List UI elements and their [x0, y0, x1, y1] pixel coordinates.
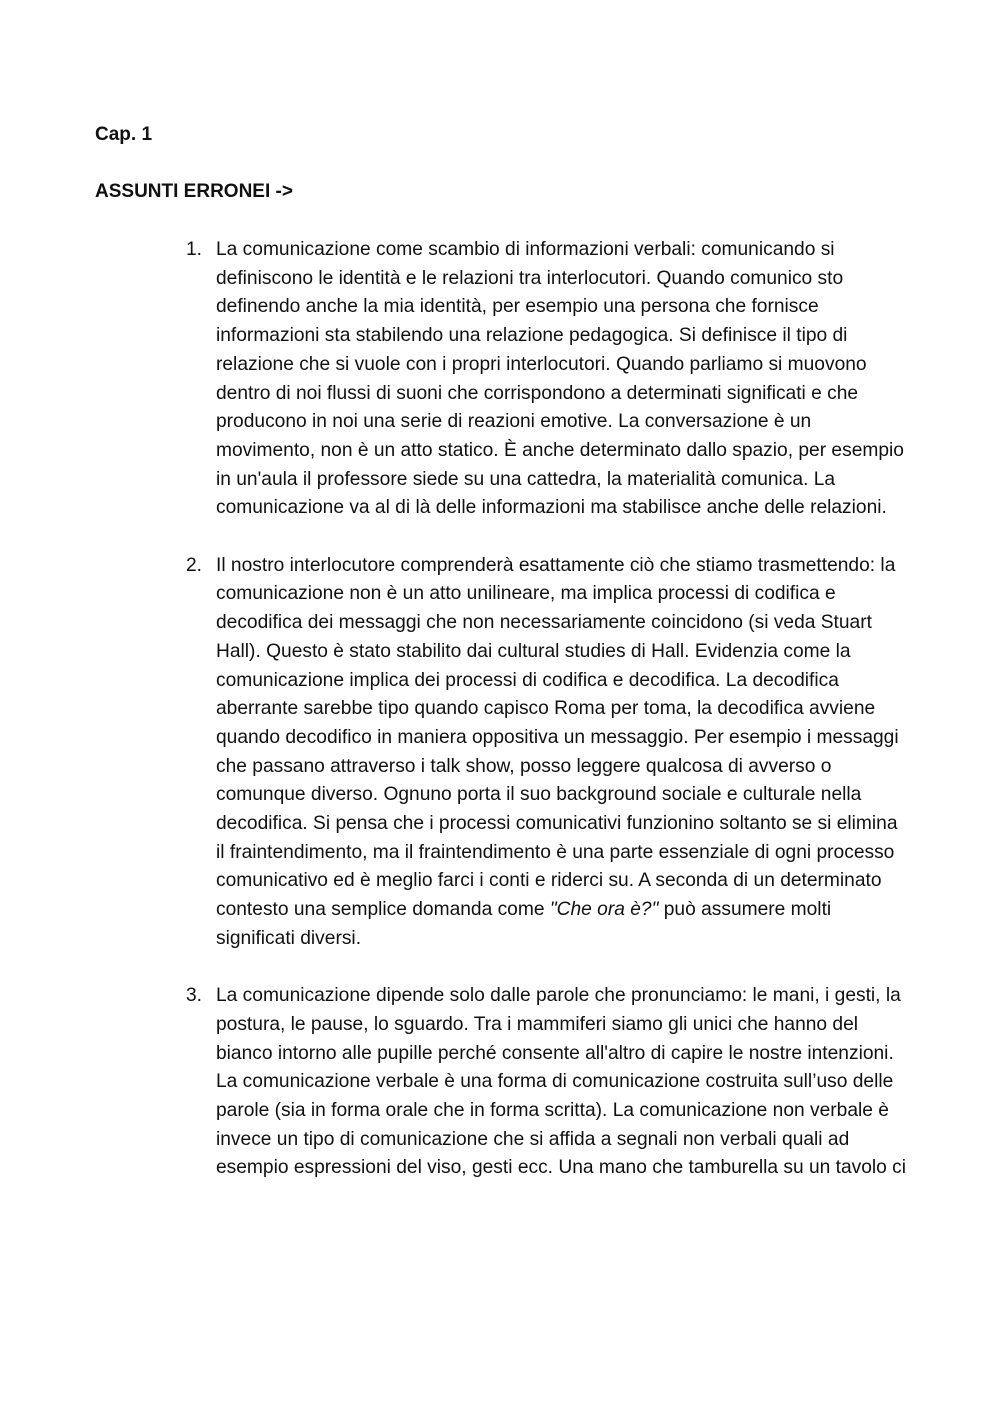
chapter-title: Cap. 1	[95, 124, 153, 145]
list-item	[186, 982, 908, 1183]
list-item-number: 1.	[186, 239, 203, 260]
list-item	[186, 236, 908, 523]
list-item-text-part: Il nostro interlocutore comprenderà esattamente ciò che stiamo trasmettendo: la comunicazione non è un atto unilineare, ma implica processi di codifica e decodifica dei messaggi che non necessariamente coincidono (si veda Stuart Hall). Questo è stato stabilito dai cultural studies di Hall. Evidenzia come la comunicazione implica dei processi di codifica e decodifica. La decodifica aberrante sarebbe tipo quando capisco Roma per toma, la decodifica avviene quando decodifico in maniera oppositiva un messaggio. Per esempio i messaggi che passano attraverso i talk show, posso leggere qualcosa di avverso o comunque diverso. Ognuno porta il suo background sociale e culturale nella decodifica. Si pensa che i processi comunicativi funzionino soltanto se si elimina il fraintendimento, ma il fraintendimento è una parte essenziale di ogni processo comunicativo ed è meglio farci i conti e riderci su. A seconda di un determinato contesto una semplice domanda come	[216, 554, 899, 921]
list-item-text: La comunicazione dipende solo dalle parole che pronunciamo: le mani, i gesti, la postura, le pause, lo sguardo. Tra i mammiferi siamo gli unici che hanno del bianco intorno alle pupille perché consente all'altro di capire le nostre intenzioni. La comunicazione verbale è una forma di comunicazione costruita sull’uso delle parole (sia in forma orale che in forma scritta). La comunicazione non verbale è invece un tipo di comunicazione che si affida a segnali non verbali quali ad esempio espressioni del viso, gesti ecc. Una mano che tamburella su un tavolo ci	[216, 985, 907, 1179]
list-item-number: 3.	[186, 985, 203, 1007]
list-item-text-part: può assumere molti significati diversi.	[216, 899, 832, 949]
section-heading: ASSUNTI ERRONEI ->	[95, 181, 293, 202]
numbered-list	[186, 236, 908, 1212]
list-item-text: La comunicazione come scambio di informazioni verbali: comunicando si definiscono le identità e le relazioni tra interlocutori. Quando comunico sto definendo anche la mia identità, per esempio una persona che fornisce informazioni sta stabilendo una relazione pedagogica. Si definisce il tipo di relazione che si vuole con i propri interlocutori. Quando parliamo si muovono dentro di noi flussi di suoni che corrispondono a determinati significati e che producono in noi una serie di reazioni emotive. La conversazione è un movimento, non è un atto statico. È anche determinato dallo spazio, per esempio in un'aula il professore siede su una cattedra, la materialità comunica. La comunicazione va al di là delle informazioni ma stabilisce anche delle relazioni.	[216, 239, 904, 519]
list-item-number: 2.	[186, 554, 203, 576]
italic-quote: "Che ora è?"	[549, 899, 659, 921]
list-item-text	[216, 552, 908, 954]
list-item	[186, 552, 908, 954]
